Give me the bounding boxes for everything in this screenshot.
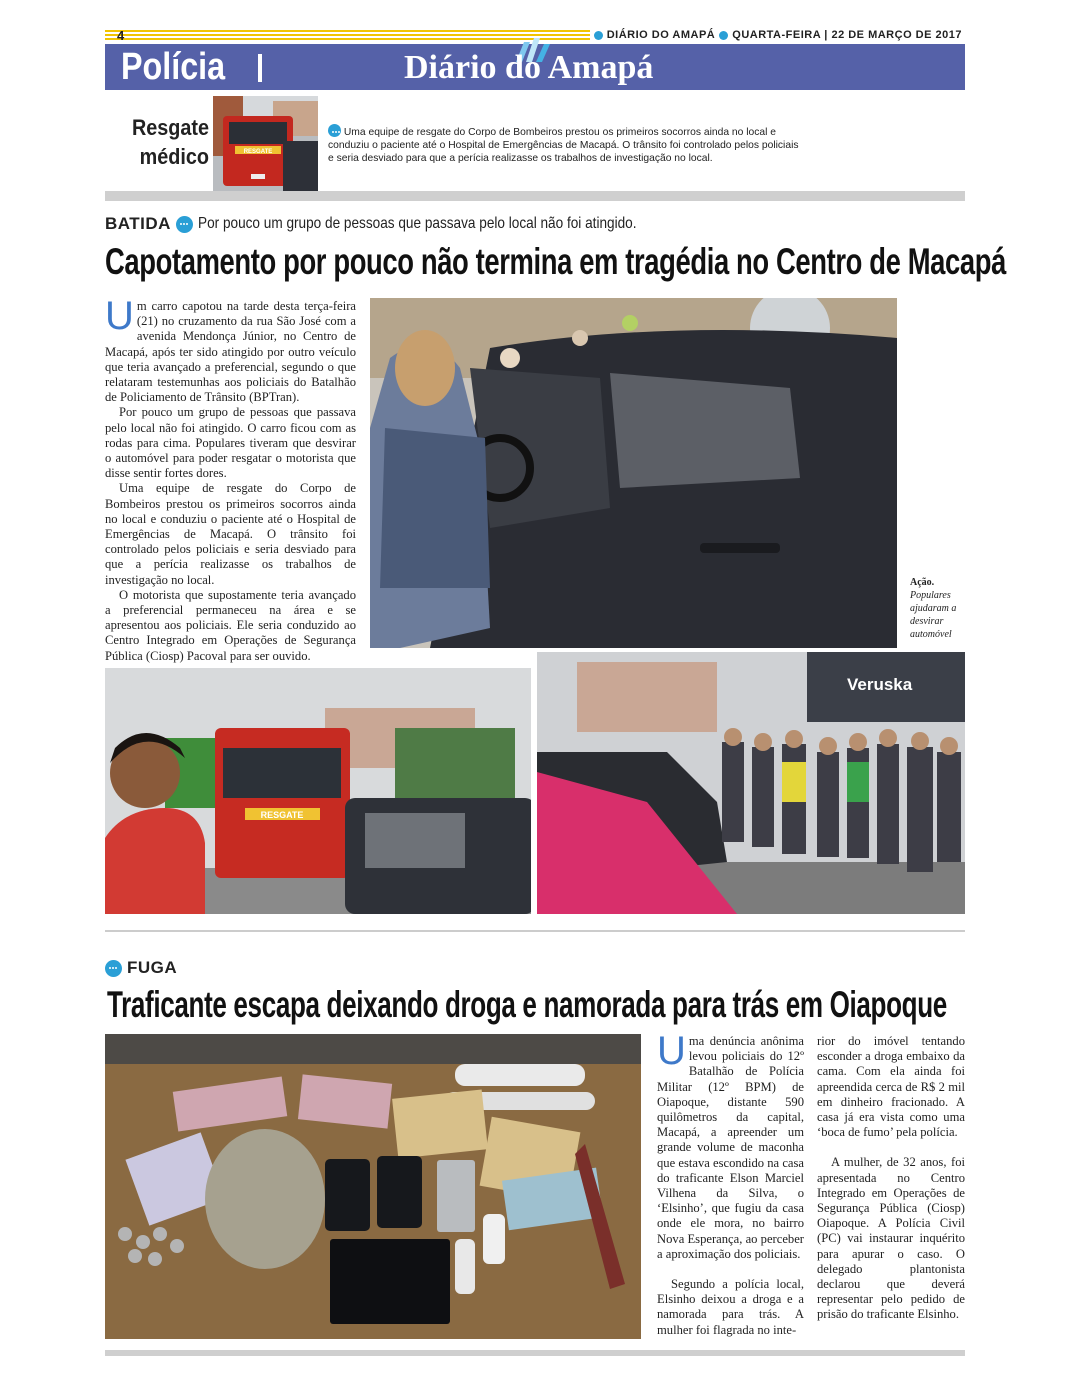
- rescue-van-photo: [105, 668, 531, 914]
- story2-headline: Traficante escapa deixando droga e namorada para trás em Oiapoque: [107, 984, 947, 1025]
- story2-column2: [817, 1034, 965, 1323]
- kicker-label: BATIDA: [105, 214, 171, 233]
- overturned-car-photo: [370, 298, 897, 648]
- caption-title: Ação.: [910, 577, 935, 588]
- bullet-icon: [105, 960, 122, 977]
- kicker-label: FUGA: [127, 958, 178, 977]
- section-title: Polícia: [121, 46, 226, 88]
- rescue-title-line1: Resgate: [131, 115, 209, 140]
- story1-headline: Capotamento por pouco não termina em tragédia no Centro de Macapá: [105, 241, 1006, 282]
- story2-paragraph: A mulher, de 32 anos, foi apresentada no Centro Integrado em Operações de Segurança Pública (Ciosp) Oiapoque. A Polícia Civil (PC) vai instaurar inquérito para apurar o caso. O delegado plantonista declarou que deverá representar pelo pedido de prisão do traficante Elsinho.: [817, 1155, 965, 1322]
- story1-paragraph: Uma equipe de resgate do Corpo de Bombeiros prestou os primeiros socorros ainda no local e conduziu o paciente até o Hospital de Emergências de Macapá. O trânsito foi controlado pelos policiais e seria desviado para que a perícia realizasse os trabalhos de investigação no local.: [105, 481, 356, 587]
- rescue-title: [115, 113, 209, 171]
- rescue-photo: [213, 96, 318, 191]
- bullet-icon: [594, 31, 603, 40]
- paper-name: DIÁRIO DO AMAPÁ: [606, 29, 716, 41]
- caption-text: Populares ajudaram a desvirar automóvel: [910, 590, 957, 640]
- van-label: RESGATE: [260, 810, 304, 820]
- story2-paragraph: ma denúncia anônima levou policiais do 12º Batalhão de Polícia Militar (12º BPM) de Oiapoque, distante 590 quilômetros da capital, Macapá, a apreender um grande volume de maconha que estava escondido na casa do traficante Elson Marciel Vilhena da Silva, o ‘Elsinho’, que fugiu da casa onde ele mora, no bairro Nova Esperança, ao perceber a aproximação dos policiais.: [657, 1034, 804, 1261]
- page-number: 4: [117, 28, 125, 43]
- story1-paragraph: Por pouco um grupo de pessoas que passava pelo local não foi atingido. O carro ficou com as rodas para cima. Populares tiveram que desvirar o automóvel para poder resgatar o motorista que disse sentir fortes dores.: [105, 405, 356, 481]
- story1-paragraph: O motorista que supostamente teria avançado a preferencial permaneceu na área e se apresentou aos policiais. Ele seria conduzido ao Centro Integrado em Operações de Segurança Pública (Ciosp) Pacoval para ser ouvido.: [105, 587, 356, 663]
- bullet-icon: [719, 31, 728, 40]
- story1-kicker: [105, 214, 714, 234]
- story2-kicker: [105, 958, 177, 978]
- story1-paragraph: m carro capotou na tarde desta terça-feira (21) no cruzamento da rua São José com a avenida Mendonça Júnior, no Centro de Macapá, após ter sido atingido por outro veículo que teria avançado a preferencial, segundo o que relataram testemunhas aos policiais do Batalhão de Policiamento de Trânsito (BPTran).: [105, 299, 356, 405]
- story2-paragraph: rior do imóvel tentando esconder a droga embaixo da cama. Com ela ainda foi apreendida cerca de R$ 2 mil em dinheiro fracionado. A casa já era vista como uma ‘boca de fumo’ pela polícia.: [817, 1034, 965, 1140]
- seized-drugs-photo: [105, 1034, 641, 1339]
- dateline: [590, 29, 966, 41]
- van-label: RESGATE: [243, 149, 273, 155]
- divider-line: [105, 930, 965, 932]
- story2-paragraph: Segundo a polícia local, Elsinho deixou a droga e a namorada para trás. A mulher foi flagrada no inte-: [657, 1277, 804, 1337]
- dropcap: U: [105, 294, 134, 338]
- story2-column1: [657, 1029, 804, 1338]
- photo-caption: [910, 576, 966, 641]
- divider-bar: [105, 1350, 965, 1356]
- bullet-icon: [176, 216, 193, 233]
- rescue-title-line2: médico: [139, 144, 209, 169]
- bullet-icon: [328, 124, 341, 137]
- store-sign: Veruska: [847, 675, 913, 694]
- kicker-text: Por pouco um grupo de pessoas que passava pelo local não foi atingido.: [197, 215, 637, 233]
- section-divider: [258, 54, 262, 82]
- crowd-photo: [537, 652, 965, 914]
- story1-body: [105, 294, 356, 664]
- rescue-caption-text: Uma equipe de resgate do Corpo de Bombeiros prestou os primeiros socorros ainda no local e conduziu o paciente até o Hospital de Emergências de Macapá. O trânsito foi controlado pelos policiais e seria desviado para que a perícia realizasse os trabalhos de investigação no local.: [328, 127, 799, 164]
- masthead: Diário do Amapá: [404, 49, 654, 86]
- divider-bar: [105, 191, 965, 201]
- rescue-caption: [328, 124, 803, 165]
- issue-date: QUARTA-FEIRA | 22 DE MARÇO DE 2017: [732, 29, 962, 41]
- dropcap: U: [657, 1029, 686, 1073]
